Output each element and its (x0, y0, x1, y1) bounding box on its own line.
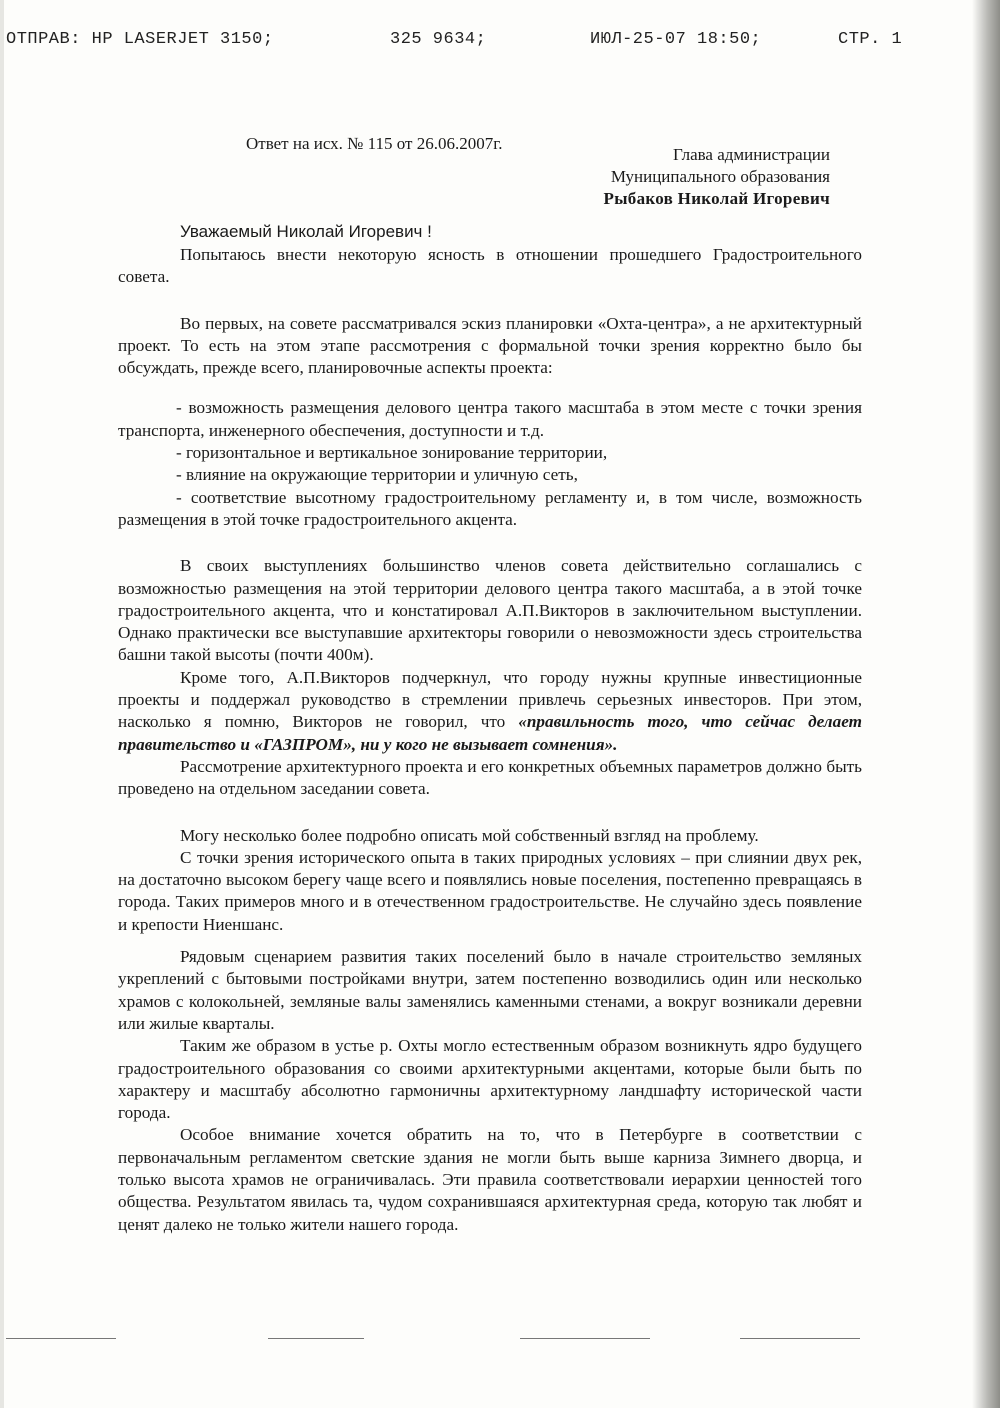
paragraph-review: Рассмотрение архитектурного проекта и его конкретных объемных параметров должно быть проведено на отдельном заседании совета. (118, 756, 862, 799)
paragraph-first: Во первых, на совете рассматривался эскиз планировки «Охта-центра», а не архитектурный проект. То есть на этом этапе рассмотрения с формальной точки зрения корректно было бы обсуждать, прежде всего, планировочные аспекты проекта: (118, 313, 862, 378)
fax-datetime: ИЮЛ-25-07 18:50; (590, 30, 762, 49)
footer-rule-lines (0, 1338, 1000, 1342)
addressee-position: Глава администрации (673, 145, 830, 164)
reference-line: Ответ на исх. № 115 от 26.06.2007г. (246, 134, 503, 153)
scan-right-shadow (972, 0, 1000, 1408)
paragraph-petersburg: Особое внимание хочется обратить на то, что в Петербурге в соответствии с первоначальным регламентом светские здания не могли быть выше карниза Зимнего дворца, и только высота храмов не ограничивалась. Эти правила соответствовали иерархии ценностей того общества. Результатом явилась та, чудом сохранившаяся архитектурная среда, которую так любят и ценят далеко не только жители нашего города. (118, 1125, 862, 1234)
paragraph-speeches: В своих выступлениях большинство членов совета действительно соглашались с возможностью размещения на этой территории делового центра такого масштаба, а в этой точке градостроительного акцента, что и констатировал А.П.Викторов в заключительном выступлении. Однако практически все выступавшие архитекторы говорили о невозможности здесь строительства башни такой высоты (почти 400м). (118, 556, 862, 665)
list-item: - влияние на окружающие территории и уличную сеть, (176, 465, 578, 485)
paragraph-besides (118, 667, 862, 756)
paragraph-intro: Попытаюсь внести некоторую ясность в отношении прошедшего Градостроительного совета. (118, 245, 862, 287)
greeting: Уважаемый Николай Игоревич ! (180, 222, 432, 241)
paragraph-history: С точки зрения исторического опыта в таких природных условиях – при слиянии двух рек, на достаточно высоком берегу чаще всего и появлялись новые поселения, постепенно превращаясь в города. Таких примеров много и в отечественном градостроительстве. Не случайно здесь появление и крепости Ниеншанс. (118, 847, 862, 934)
scan-left-edge (0, 0, 4, 1408)
paragraph-view: Могу несколько более подробно описать мой собственный взгляд на проблему. (180, 825, 759, 845)
paragraph-besides-text: Кроме того, А.П.Викторов подчеркнул, что городу нужны крупные инвестиционные проекты и поддержал руководство в стремлении привлечь серьезных инвесторов. При этом, насколько я помню, Викторов не говорил, что (118, 667, 862, 732)
fax-phone: 325 9634; (390, 30, 487, 49)
fax-header (0, 30, 1000, 54)
addressee-organization: Муниципального образования (610, 167, 830, 186)
paragraph-scenario: Рядовым сценарием развития таких поселений было в начале строительство земляных укреплений с бытовыми постройками внутри, затем постепенно возводились один или несколько храмов с колокольней, земляные валы заменялись каменными стенами, а вокруг возникали деревни или жилые кварталы. (118, 947, 862, 1033)
addressee-block (470, 144, 830, 210)
list-item: - соответствие высотному градостроительному регламенту и, в том числе, возможность размещения в этой точке градостроительного акцента. (118, 487, 862, 529)
fax-page-number: СТР. 1 (838, 30, 903, 49)
letter-body (118, 244, 862, 1236)
emphasized-quote: «правильность того, что сейчас делает правительство и «ГАЗПРОМ», ни у кого не вызывает сомнения». (118, 712, 862, 754)
addressee-name: Рыбаков Николай Игоревич (603, 189, 830, 208)
list-item: - горизонтальное и вертикальное зонирование территории, (176, 443, 608, 463)
fax-sender: ОТПРАВ: HP LASERJET 3150; (6, 30, 274, 49)
list-item: - возможность размещения делового центра такого масштаба в этом месте с точки зрения транспорта, инженерного обеспечения, доступности и т.д. (118, 398, 862, 440)
paragraph-okhta: Таким же образом в устье р. Охты могло естественным образом возникнуть ядро будущего градостроительного образования со своими архитектурными акцентами, которые были быть по характеру и масштабу абсолютно гармоничны архитектурному ландшафту исторической части города. (118, 1036, 862, 1123)
